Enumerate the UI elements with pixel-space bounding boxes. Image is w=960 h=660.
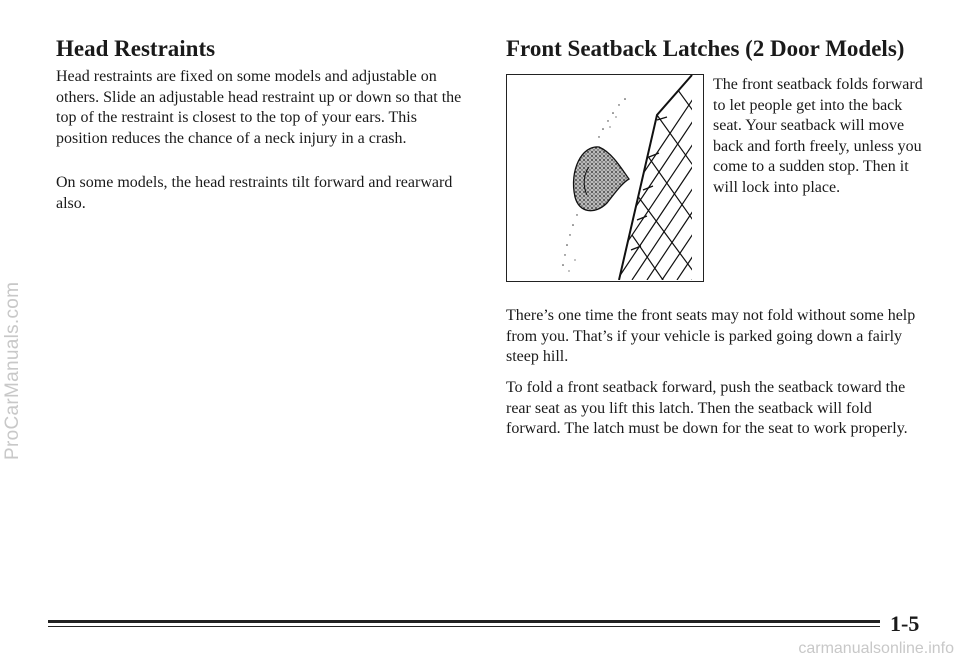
side-watermark: ProCarManuals.com <box>2 281 23 460</box>
seatback-paragraph-2: To fold a front seatback forward, push the seatback toward the rear seat as you lift this latch. Then the seatback will fold forward. The latch must be down for the seat to work properly. <box>506 379 908 437</box>
latch-handle-icon <box>574 147 629 211</box>
heading-head-restraints: Head Restraints <box>56 36 216 61</box>
heading-front-seatback-latches: Front Seatback Latches (2 Door Models) <box>506 36 905 61</box>
head-restraints-paragraph-2: On some models, the head restraints tilt forward and rearward also. <box>56 174 453 212</box>
seatback-latch-illustration <box>506 74 704 282</box>
seatback-paragraph-1: There’s one time the front seats may not fold without some help from you. That’s if your vehicle is parked going down a fairly steep hill. <box>506 307 916 365</box>
seatback-figure-text: The front seatback folds forward to let people get into the back seat. Your seatback will move back and forth freely, unless you come to a sudden stop. Then it will lock into place. <box>713 76 923 196</box>
page-number: 1-5 <box>890 611 920 636</box>
head-restraints-paragraph-1: Head restraints are fixed on some models and adjustable on others. Slide an adjustable head restraint up or down so that the top of the restraint is closest to the top of your ears. This position reduces the chance of a neck injury in a crash. <box>56 68 462 147</box>
footer-rule <box>48 620 880 623</box>
bottom-watermark: carmanualsonline.info <box>798 640 954 657</box>
footer-rule-thin <box>48 626 880 627</box>
